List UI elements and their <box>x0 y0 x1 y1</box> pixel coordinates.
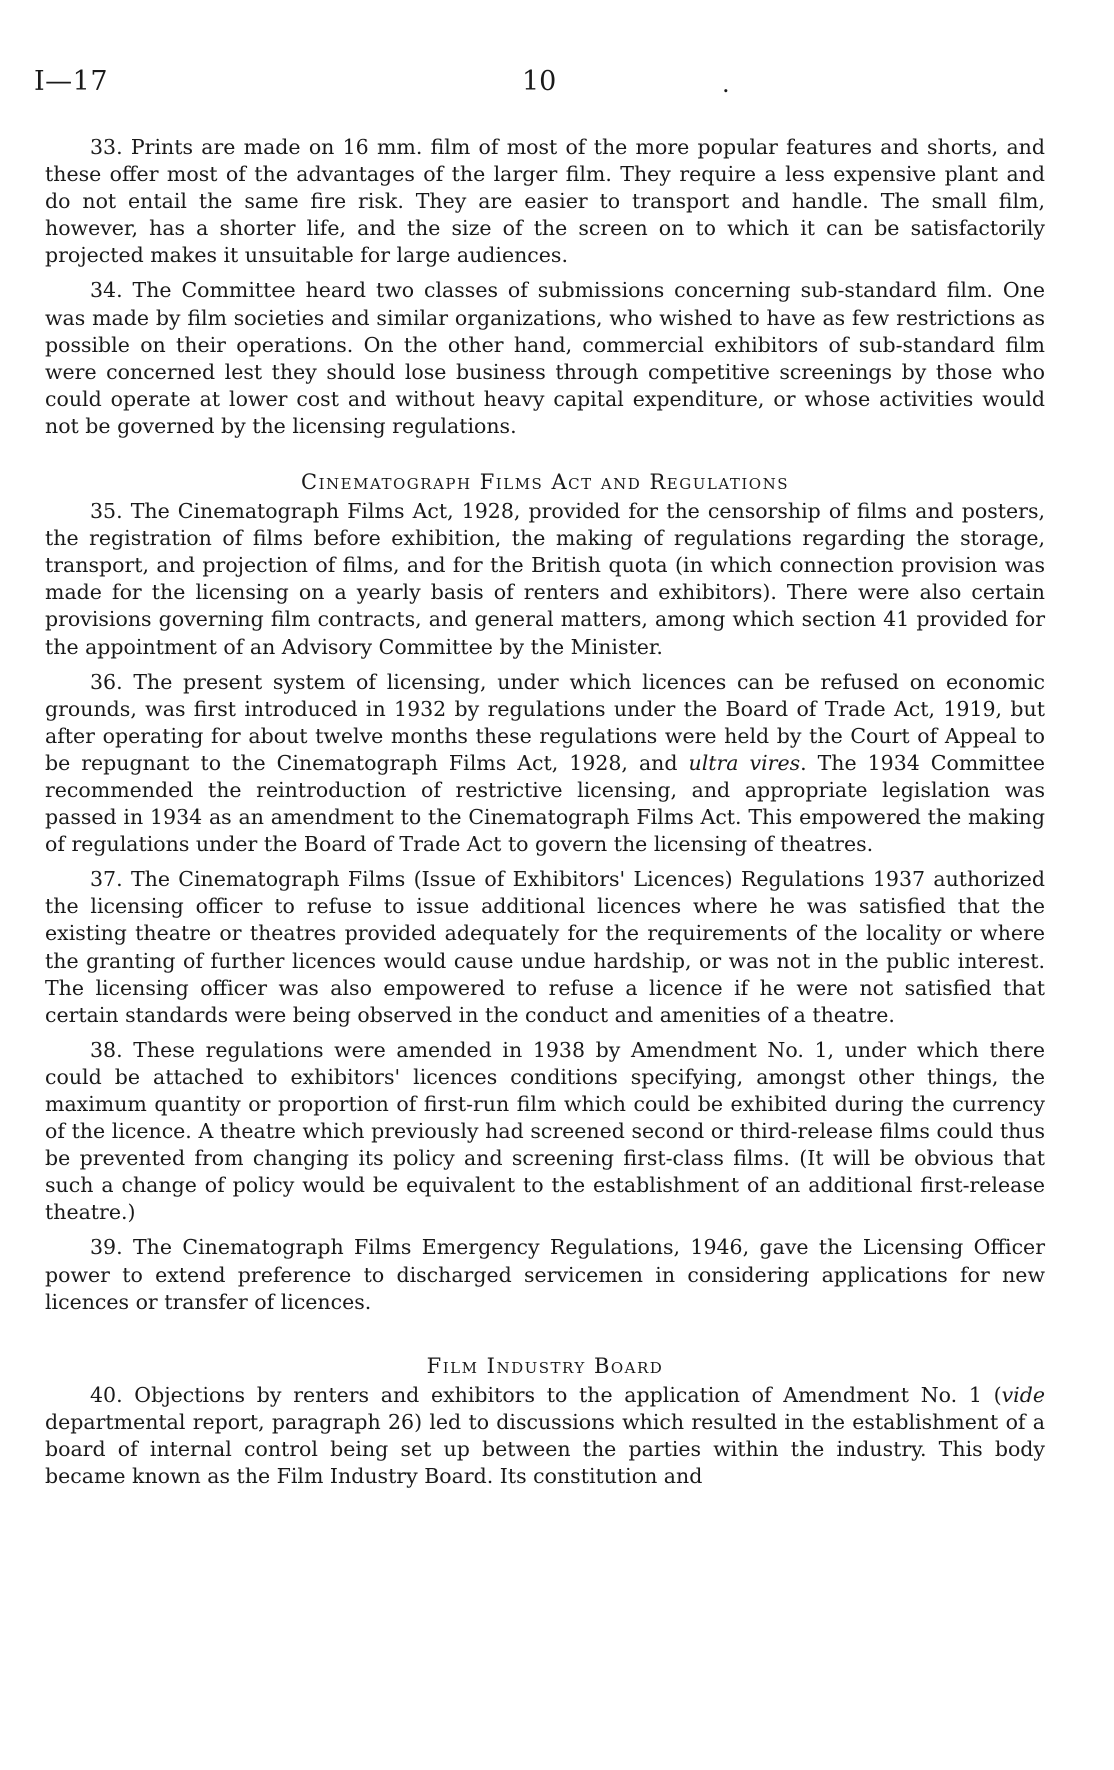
paragraph-38: 38. These regulations were amended in 1938 by Amendment No. 1, under which there could be attached to exhibitors' licences conditions specifying, amongst other things, the maximum quantity or proportion of first-run film which could be exhibited during the currency of the licence. A theatre which previously had screened second or third-release films could thus be prevented from changing its policy and screening first-class films. (It will be obvious that such a change of policy would be equivalent to the establishment of an additional first-release theatre.) <box>45 1037 1045 1225</box>
paragraph-36-text-after: . The 1934 Committee recommended the reintroduction of restrictive licensing, and appropriate legislation was passed in 1934 as an amendment to the Cinematograph Films Act. This empowered the making of regulations under the Board of Trade Act to govern the licensing of theatres. <box>45 750 1045 857</box>
paragraph-36-italic-term: ultra vires <box>688 750 801 775</box>
page-number: 10 <box>522 66 557 97</box>
paragraph-36-text-before: 36. The present system of licensing, under which licences can be refused on economic grounds, was first introduced in 1932 by regulations under the Board of Trade Act, 1919, but after operating for about twelve months these regulations were held by the Court of Appeal to be repugnant to the Cinematograph Films Act, 1928, and <box>45 669 1045 775</box>
paragraph-37: 37. The Cinematograph Films (Issue of Exhibitors' Licences) Regulations 1937 authorized the licensing officer to refuse to issue additional licences where he was satisfied that the existing theatre or theatres provided adequately for the requirements of the locality or where the granting of further licences would cause undue hardship, or was not in the public interest. The licensing officer was also empowered to refuse a licence if he were not satisfied that certain standards were being observed in the conduct and amenities of a theatre. <box>45 867 1045 1027</box>
paragraph-40-text-before: 40. Objections by renters and exhibitors to the application of Amendment No. 1 ( <box>90 1382 1002 1407</box>
paragraph-39: 39. The Cinematograph Films Emergency Regulations, 1946, gave the Licensing Officer power to extend preference to discharged servicemen in considering applications for new licences or transfer of licences. <box>45 1235 1045 1314</box>
section-heading-film-industry-board: Film Industry Board <box>426 1353 664 1378</box>
paragraph-36 <box>45 669 1045 859</box>
body-text <box>45 134 1045 1498</box>
page-reference: I—17 <box>34 66 109 97</box>
paragraph-40 <box>45 1382 1045 1490</box>
paragraph-40-italic-term: vide <box>1001 1382 1045 1407</box>
paragraph-35: 35. The Cinematograph Films Act, 1928, provided for the censorship of films and posters, the registration of films before exhibition, the making of regulations regarding the storage, transport, and projection of films, and for the British quota (in which connection provision was made for the licensing on a yearly basis of renters and exhibitors). There were also certain provisions governing film contracts, and general matters, among which section 41 provided for the appointment of an Advisory Committee by the Minister. <box>45 499 1045 659</box>
header-mark: . <box>722 70 730 98</box>
section-heading-cinematograph-films-act: Cinematograph Films Act and Regulations <box>301 470 789 495</box>
paragraph-33: 33. Prints are made on 16 mm. film of most of the more popular features and shorts, and these offer most of the advantages of the larger film. They require a less expensive plant and do not entail the same fire risk. They are easier to transport and handle. The small film, however, has a shorter life, and the size of the screen on to which it can be satisfactorily projected makes it unsuitable for large audiences. <box>45 135 1045 268</box>
paragraph-40-text-after: departmental report, paragraph 26) led to discussions which resulted in the establishment of a board of internal control being set up between the parties within the industry. This body became known as the Film Industry Board. Its constitution and <box>45 1409 1045 1489</box>
paragraph-34: 34. The Committee heard two classes of submissions concerning sub-standard film. One was made by film societies and similar organizations, who wished to have as few restrictions as possible on their operations. On the other hand, commercial exhibitors of sub-standard film were concerned lest they should lose business through competitive screenings by those who could operate at lower cost and without heavy capital expenditure, or whose activities would not be governed by the licensing regulations. <box>45 278 1045 438</box>
